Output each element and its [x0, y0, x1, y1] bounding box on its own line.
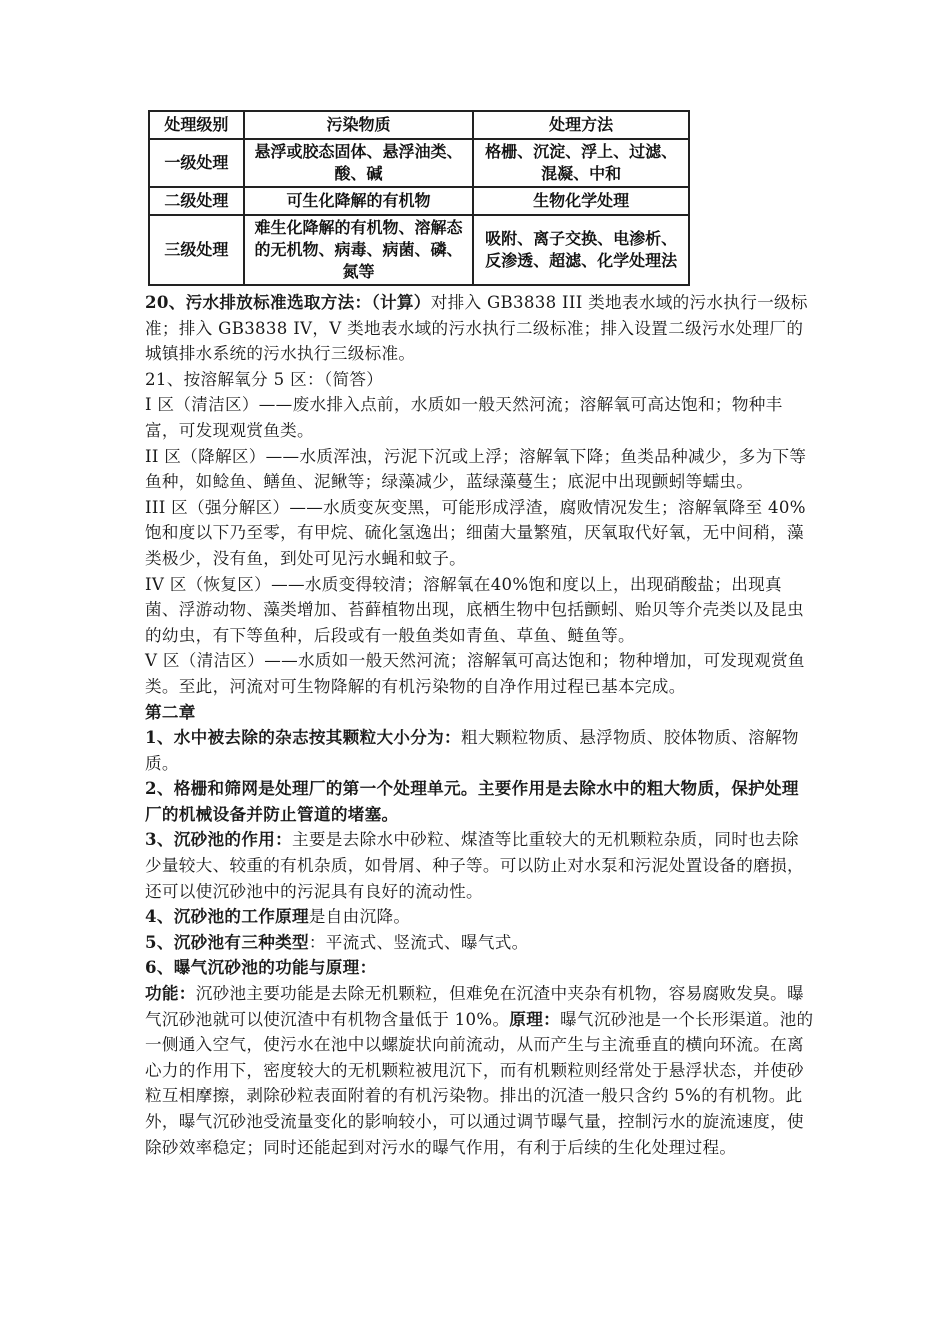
question-text: 是自由沉降。 — [308, 907, 411, 927]
table-cell-method: 吸附、离子交换、电渗析、反渗透、超滤、化学处理法 — [473, 215, 689, 285]
function-label: 功能： — [145, 983, 196, 1004]
zone-1: I 区（清洁区）——废水排入点前，水质如一般天然河流；溶解氧可高达饱和；物种丰富，可发现观赏鱼类。 — [145, 395, 783, 440]
question-1 — [145, 725, 815, 776]
paragraph-text: 对排入 GB3838 III 类地表水域的污水执行一级标准；排入 GB3838 IV，V 类地表水域的污水执行二级标准；排入设置二级污水处理厂的城镇排水系统的污水执行三级标准。 — [145, 293, 808, 364]
function-text: 沉砂池主要功能是去除无机颗粒，但难免在沉渣中夹杂有机物，容易腐败发臭。曝气沉砂池就可以使沉渣中有机物含量低于 10%。 — [145, 984, 804, 1029]
question-text: 粗大颗粒物质、悬浮物质、胶体物质、溶解物质。 — [145, 728, 799, 773]
question-heading: 2、格栅和筛网是处理厂的第一个处理单元。主要作用是去除水中的粗大物质，保护处理厂的机械设备并防止管道的堵塞。 — [145, 778, 799, 824]
zone-4: IV 区（恢复区）——水质变得较清；溶解氧在40%饱和度以上，出现硝酸盐；出现真菌、浮游动物、藻类增加、苔藓植物出现，底栖生物中包括颤蚓、贻贝等介壳类以及昆虫的幼虫，有下等鱼种，后段或有一般鱼类如青鱼、草鱼、鲢鱼等。 — [145, 574, 804, 645]
principle-text: 曝气沉砂池是一个长形渠道。池的一侧通入空气，使污水在池中以螺旋状向前流动，从而产生与主流垂直的横向环流。在离心力的作用下，密度较大的无机颗粒被甩沉下，而有机颗粒则经常处于悬浮状态，并使砂粒互相摩擦，剥除砂粒表面附着的有机污染物。排出的沉渣一般只含约 5%的有机物。此外，曝气沉砂池受流量变化的影响较小，可以通过调节曝气量，控制污水的旋流速度，使除砂效率稳定；同时还能起到对污水的曝气作用，有利于后续的生化处理过程。 — [145, 1009, 814, 1157]
zone-5: V 区（清洁区）——水质如一般天然河流；溶解氧可高达饱和；物种增加，可发现观赏鱼类。至此，河流对可生物降解的有机污染物的自净作用过程已基本完成。 — [145, 651, 805, 696]
document-page — [145, 110, 815, 1160]
question-2 — [145, 776, 815, 827]
question-heading: 1、水中被去除的杂志按其颗粒大小分为： — [145, 727, 461, 748]
body-text — [145, 290, 815, 1160]
question-5 — [145, 930, 815, 956]
table-row — [149, 187, 689, 215]
table-header-row — [149, 111, 689, 139]
question-heading: 6、曝气沉砂池的功能与原理： — [145, 957, 377, 978]
table-header-cell: 处理方法 — [473, 111, 689, 139]
question-text: ：平流式、竖流式、曝气式。 — [308, 932, 529, 952]
table-header-cell: 处理级别 — [149, 111, 244, 139]
table-cell-method: 格栅、沉淀、浮上、过滤、混凝、中和 — [473, 139, 689, 187]
question-3 — [145, 827, 815, 904]
zone-2: II 区（降解区）——水质浑浊，污泥下沉或上浮；溶解氧下降；鱼类品种减少，多为下等鱼种，如鲶鱼、鳝鱼、泥鳅等；绿藻减少，蓝绿藻蔓生；底泥中出现颤蚓等蠕虫。 — [145, 446, 807, 492]
question-text: 主要是去除水中砂粒、煤渣等比重较大的无机颗粒杂质，同时也去除少量较大、较重的有机杂质，如骨屑、种子等。可以防止对水泵和污泥处置设备的磨损，还可以使沉砂池中的污泥具有良好的流动性。 — [145, 830, 804, 901]
table-cell-pollutant: 难生化降解的有机物、溶解态的无机物、病毒、病菌、磷、氮等 — [244, 215, 474, 285]
table-cell-level: 三级处理 — [149, 215, 244, 285]
question-heading: 5、沉砂池有三种类型 — [145, 931, 309, 952]
chapter-heading: 第二章 — [145, 701, 196, 722]
treatment-level-table — [148, 110, 690, 286]
table-row — [149, 139, 689, 187]
table-cell-level: 一级处理 — [149, 139, 244, 187]
paragraph-20 — [145, 290, 815, 367]
table-row — [149, 215, 689, 285]
question-heading: 4、沉砂池的工作原理 — [145, 906, 309, 927]
question-heading: 3、沉砂池的作用： — [145, 829, 292, 850]
table-cell-pollutant: 可生化降解的有机物 — [244, 187, 474, 215]
paragraph-heading: 20、污水排放标准选取方法：（计算） — [145, 292, 431, 312]
table-cell-pollutant: 悬浮或胶态固体、悬浮油类、酸、碱 — [244, 139, 474, 187]
paragraph-21: 21、按溶解氧分 5 区：（简答） — [145, 369, 384, 389]
table-cell-method: 生物化学处理 — [473, 187, 689, 215]
question-6-body — [145, 981, 815, 1160]
table-header-cell: 污染物质 — [244, 111, 474, 139]
zone-3: III 区（强分解区）——水质变灰变黑，可能形成浮渣，腐败情况发生；溶解氧降至 40%饱和度以下乃至零，有甲烷、硫化氢逸出；细菌大量繁殖，厌氧取代好氧，无中间稍，藻类极少，没有鱼，到处可见污水蝇和蚊子。 — [145, 497, 806, 568]
table-cell-level: 二级处理 — [149, 187, 244, 215]
principle-label: 原理： — [509, 1008, 561, 1029]
question-6 — [145, 955, 815, 981]
question-4 — [145, 904, 815, 930]
